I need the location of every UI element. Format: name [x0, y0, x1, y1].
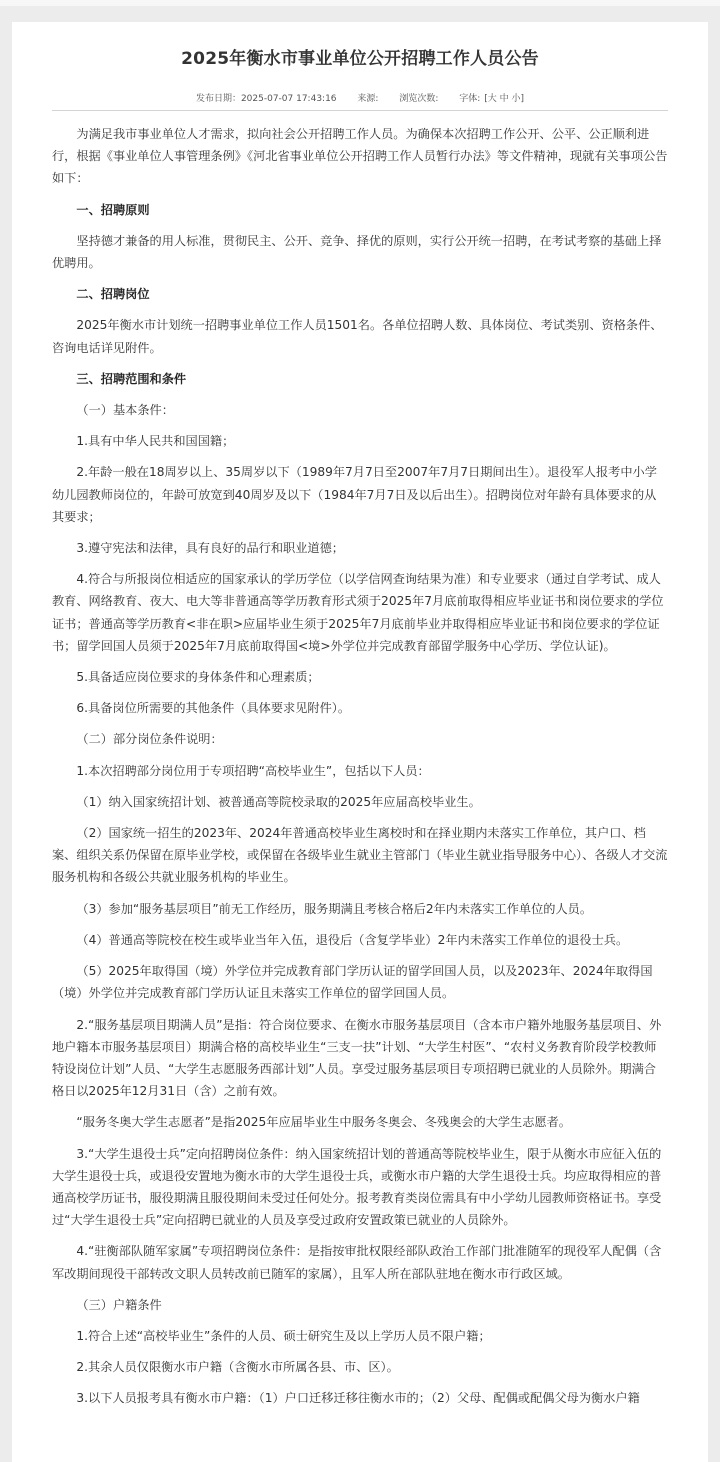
paragraph: 2.“服务基层项目期满人员”是指：符合岗位要求、在衡水市服务基层项目（含本市户籍外地服务基层项目、外地户籍本市服务基层项目）期满合格的高校毕业生“三支一扶”计划、“大学生村医”、“农村义务教育阶段学校教师特设岗位计划”人员、“大学生志愿服务西部计划”人员。享受过服务基层项目专项招聘已就业的人员除外。期满合格日以2025年12月31日（含）之前有效。 [52, 1017, 662, 1099]
font-size-label: 字体: [459, 94, 481, 104]
paragraph: 2.年龄一般在18周岁以上、35周岁以下（1989年7月7日至2007年7月7日期间出生）。退役军人报考中小学幼儿园教师岗位的，年龄可放宽到40周岁及以下（1984年7月7日及以后出生）。招聘岗位对年龄有具体要求的从其要求； [52, 465, 657, 524]
paragraph: （一）基本条件： [76, 403, 174, 418]
paragraph: （二）部分岗位条件说明： [76, 732, 223, 747]
publish-date: 发布日期：2025-07-07 17:43:16 [195, 94, 337, 104]
source-label: 来源: [357, 94, 379, 104]
section-heading: 二、招聘岗位 [76, 287, 150, 302]
paragraph: （2）国家统一招生的2023年、2024年普通高校毕业生离校时和在择业期内未落实工作单位，其户口、档案、组织关系仍保留在原毕业学校，或保留在各级毕业生就业主管部门（毕业生就业指导服务中心）、各级人才交流服务机构和各级公共就业服务机构的毕业生。 [52, 826, 668, 885]
paragraph: 6.具备岗位所需要的其他条件（具体要求见附件）。 [76, 701, 351, 716]
page-title: 2025年衡水市事业单位公开招聘工作人员公告 [181, 49, 539, 69]
paragraph: 4.符合与所报岗位相适应的国家承认的学历学位（以学信网查询结果为准）和专业要求（通过自学考试、成人教育、网络教育、夜大、电大等非普通高等学历教育形式须于2025年7月底前取得相应毕业证书和岗位要求的学位证书；普通高等学历教育<非在职>应届毕业生须于2025年7月底前毕业并取得相应毕业证书和岗位要求的学位证书；留学回国人员须于2025年7月底前取得国<境>外学位并完成教育部留学服务中心学历、学位认证)。 [52, 572, 664, 653]
paragraph: 2025年衡水市计划统一招聘事业单位工作人员1501名。各单位招聘人数、具体岗位、考试类别、资格条件、咨询电话详见附件。 [52, 318, 663, 355]
paragraph: 1.本次招聘部分岗位用于专项招聘“高校毕业生”，包括以下人员： [76, 763, 430, 778]
paragraph: 5.具备适应岗位要求的身体条件和心理素质； [76, 670, 320, 685]
paragraph: 4.“驻衡部队随军家属”专项招聘岗位条件：是指按审批权限经部队政治工作部门批准随军的现役军人配偶（含军改期间现役干部转改文职人员转改前已随军的家属），且军人所在部队驻地在衡水市行政区域。 [52, 1244, 662, 1281]
paragraph: 为满足我市事业单位人才需求，拟向社会公开招聘工作人员。为确保本次招聘工作公开、公平、公正顺利进行，根据《事业单位人事管理条例》《河北省事业单位公开招聘工作人员暂行办法》等文件精神，现就有关事项公告如下： [52, 127, 668, 186]
paragraph: 1.符合上述“高校毕业生”条件的人员、硕士研究生及以上学历人员不限户籍； [76, 1328, 491, 1343]
paragraph: 3.“大学生退役士兵”定向招聘岗位条件：纳入国家统招计划的普通高等院校毕业生，限于从衡水市应征入伍的大学生退役士兵，或退役安置地为衡水市的大学生退役士兵，或衡水市户籍的大学生退役士兵。均应取得相应的普通高校学历证书，服役期满且服役期间未受过任何处分。报考教育类岗位需具有中小学幼儿园教师资格证书。享受过“大学生退役士兵”定向招聘已就业的人员及享受过政府安置政策已就业的人员除外。 [52, 1146, 662, 1228]
font-size-control [459, 94, 524, 104]
paragraph: 3.以下人员报考具有衡水市户籍：（1）户口迁移迁移往衡水市的；（2）父母、配偶或配偶父母为衡水户籍 [76, 1391, 640, 1406]
top-bar [0, 0, 720, 6]
article-page [12, 22, 708, 1462]
article-meta [12, 91, 708, 104]
paragraph: （5）2025年取得国（境）外学位并完成教育部门学历认证的留学回国人员，以及2023年、2024年取得国（境）外学位并完成教育部门学历认证且未落实工作单位的留学回国人员。 [52, 964, 653, 1001]
paragraph: 1.具有中华人民共和国国籍； [76, 434, 235, 449]
paragraph: 2.其余人员仅限衡水市户籍（含衡水市所属各县、市、区）。 [76, 1360, 399, 1375]
views-label: 浏览次数: [399, 94, 439, 104]
article-body [12, 111, 708, 1410]
paragraph: （三）户籍条件 [76, 1297, 162, 1312]
font-size-options[interactable]: [大 中 小] [484, 94, 525, 104]
paragraph: 3.遵守宪法和法律，具有良好的品行和职业道德； [76, 541, 344, 556]
paragraph: （1）纳入国家统招计划、被普通高等院校录取的2025年应届高校毕业生。 [76, 794, 481, 809]
paragraph: （4）普通高等院校在校生或毕业当年入伍，退役后（含复学毕业）2年内未落实工作单位的退役士兵。 [76, 932, 629, 947]
section-heading: 一、招聘原则 [76, 202, 150, 217]
paragraph: “服务冬奥大学生志愿者”是指2025年应届毕业生中服务冬奥会、冬残奥会的大学生志愿者。 [76, 1115, 571, 1130]
section-heading: 三、招聘范围和条件 [76, 371, 187, 386]
paragraph: 坚持德才兼备的用人标准，贯彻民主、公开、竞争、择优的原则，实行公开统一招聘，在考试考察的基础上择优聘用。 [52, 233, 662, 271]
paragraph: （3）参加“服务基层项目”前无工作经历，服务期满且考核合格后2年内未落实工作单位的人员。 [76, 901, 593, 916]
